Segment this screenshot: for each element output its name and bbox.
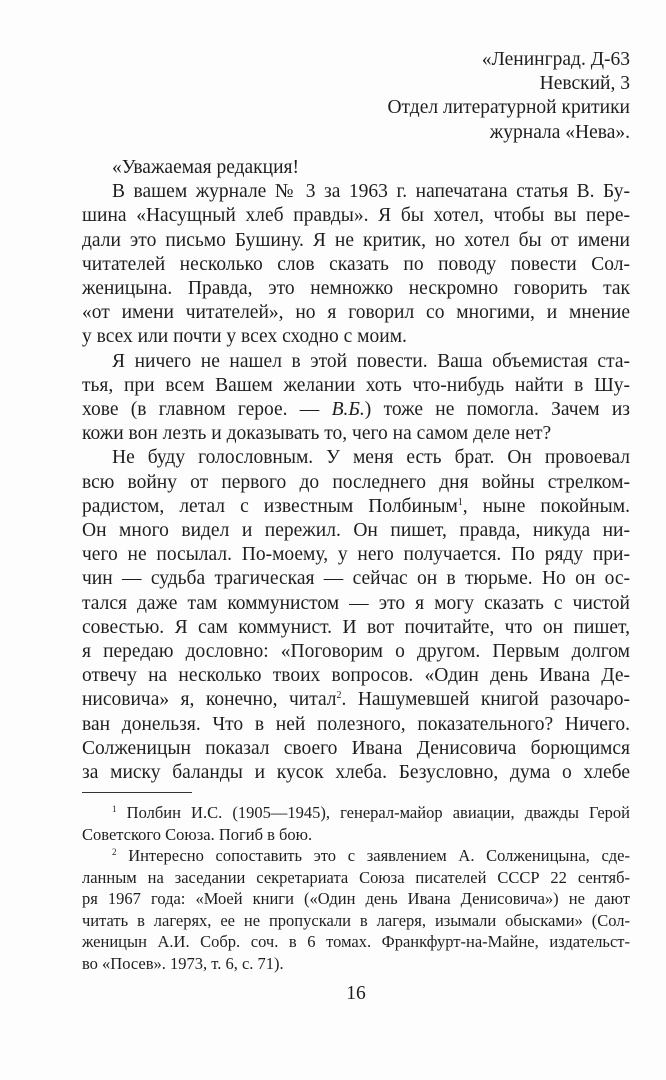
text-line: совестью. Я сам коммунист. И вот почитайте, что он пишет, xyxy=(82,616,630,638)
footnote xyxy=(82,802,630,845)
paragraph xyxy=(82,350,630,447)
footnote-marker: 1 xyxy=(112,804,117,814)
text-line: чего не посылал. По-моему, у него получается. По ряду при- xyxy=(82,544,630,566)
text-line: Я ничего не нашел в этой повести. Ваша объемистая ста- xyxy=(112,350,630,372)
address-line: «Ленинград. Д-63 xyxy=(481,49,630,70)
address-line: Отдел литературной критики xyxy=(387,97,630,119)
text-segment: , ныне покойным. xyxy=(462,495,630,517)
text-line: тался даже там коммунистом — это я могу сказать с чистой xyxy=(82,592,630,614)
text-line: чин — судьба трагическая — сейчас он в тюрьме. Но он ос- xyxy=(82,568,630,590)
footnote-marker: 2 xyxy=(112,847,117,857)
text-segment: ) тоже не помогла. Зачем из xyxy=(364,399,630,421)
text-segment: нисовича» я, конечно, читал xyxy=(82,689,337,711)
text-line: читать в лагерях, ее не пропускали в лагеря, изымали обысками» (Сол- xyxy=(82,910,630,930)
text-line: у всех или почти у всех сходно с моим. xyxy=(82,326,407,348)
text-line: за миску баланды и кусок хлеба. Безусловно, дума о хлебе xyxy=(82,762,630,784)
footnote-ref[interactable]: 2 xyxy=(336,690,342,702)
text-line xyxy=(82,398,630,422)
text-line: «от имени читателей», но я говорил со многими, и мнение xyxy=(82,302,630,324)
text-line: дали это письмо Бушину. Я не критик, но хотел бы от имени xyxy=(82,229,630,251)
text-line: В вашем журнале № 3 за 1963 г. напечатана статья В. Бу- xyxy=(112,181,630,203)
author-initials: В.Б. xyxy=(331,399,365,421)
text-line: я передаю дословно: «Поговорим о другом. Первым долгом xyxy=(82,641,630,663)
text-line: тья, при всем Вашем желании хоть что-нибудь найти в Шу- xyxy=(82,374,630,396)
address-line: Невский, 3 xyxy=(539,73,630,95)
footnote-divider xyxy=(82,792,192,793)
text-line: ря 1967 года: «Моей книги («Один день Ивана Денисовича») не дают xyxy=(82,889,630,908)
text-line: во «Посев». 1973, т. 6, с. 71). xyxy=(82,953,284,973)
text-segment: Интересно сопоставить это с заявлением А. Солженицына, сде- xyxy=(128,846,630,865)
footnote xyxy=(82,845,630,974)
text-line: ланным на заседании секретариата Союза писателей СССР 22 сентяб- xyxy=(82,867,630,887)
text-segment: хове (в главном герое. — xyxy=(82,399,332,421)
text-segment: радистом, летал с известным Полбиным xyxy=(82,495,458,517)
letter-address xyxy=(82,48,630,145)
address-line: журнала «Нева». xyxy=(489,121,630,143)
letter-body xyxy=(82,156,630,785)
page-number: 16 xyxy=(346,983,366,1004)
text-line xyxy=(82,802,630,824)
text-line: кожи вон лезть и доказывать то, чего на самом деле нет? xyxy=(82,423,552,445)
footnotes xyxy=(82,802,630,974)
text-line xyxy=(82,495,630,519)
text-line xyxy=(82,845,630,867)
text-line: читателей несколько слов сказать по поводу повести Сол- xyxy=(82,253,630,275)
text-line: всю войну от первого до последнего дня войны стрелком- xyxy=(82,471,630,493)
salutation: «Уважаемая редакция! xyxy=(112,157,299,178)
paragraph xyxy=(82,446,630,785)
text-line: женицына. Правда, это немножко нескромно говорить так xyxy=(82,278,630,300)
text-line: отвечу на несколько твоих вопросов. «Один день Ивана Де- xyxy=(82,665,630,687)
text-line: Советского Союза. Погиб в бою. xyxy=(82,824,313,844)
text-line: шина «Насущный хлеб правды». Я бы хотел, чтобы вы пере- xyxy=(82,205,630,227)
text-line: Солженицын показал своего Ивана Денисовича борющимся xyxy=(82,737,630,759)
text-segment: . Нашумевшей книгой разочаро- xyxy=(341,689,630,711)
text-line: женицын А.И. Собр. соч. в 6 томах. Франкфурт-на-Майне, издательст- xyxy=(82,932,630,951)
text-line: ван донельзя. Что в ней полезного, показательного? Ничего. xyxy=(82,713,630,735)
footnote-ref[interactable]: 1 xyxy=(457,496,463,508)
paragraph xyxy=(82,180,630,349)
text-line xyxy=(82,688,630,712)
text-line: Не буду голословным. У меня есть брат. Он провоевал xyxy=(112,447,630,469)
text-line: Он много видел и пережил. Он пишет, правда, никуда ни- xyxy=(82,520,630,542)
text-segment: Полбин И.С. (1905—1945), генерал-майор авиации, дважды Герой xyxy=(126,803,630,822)
